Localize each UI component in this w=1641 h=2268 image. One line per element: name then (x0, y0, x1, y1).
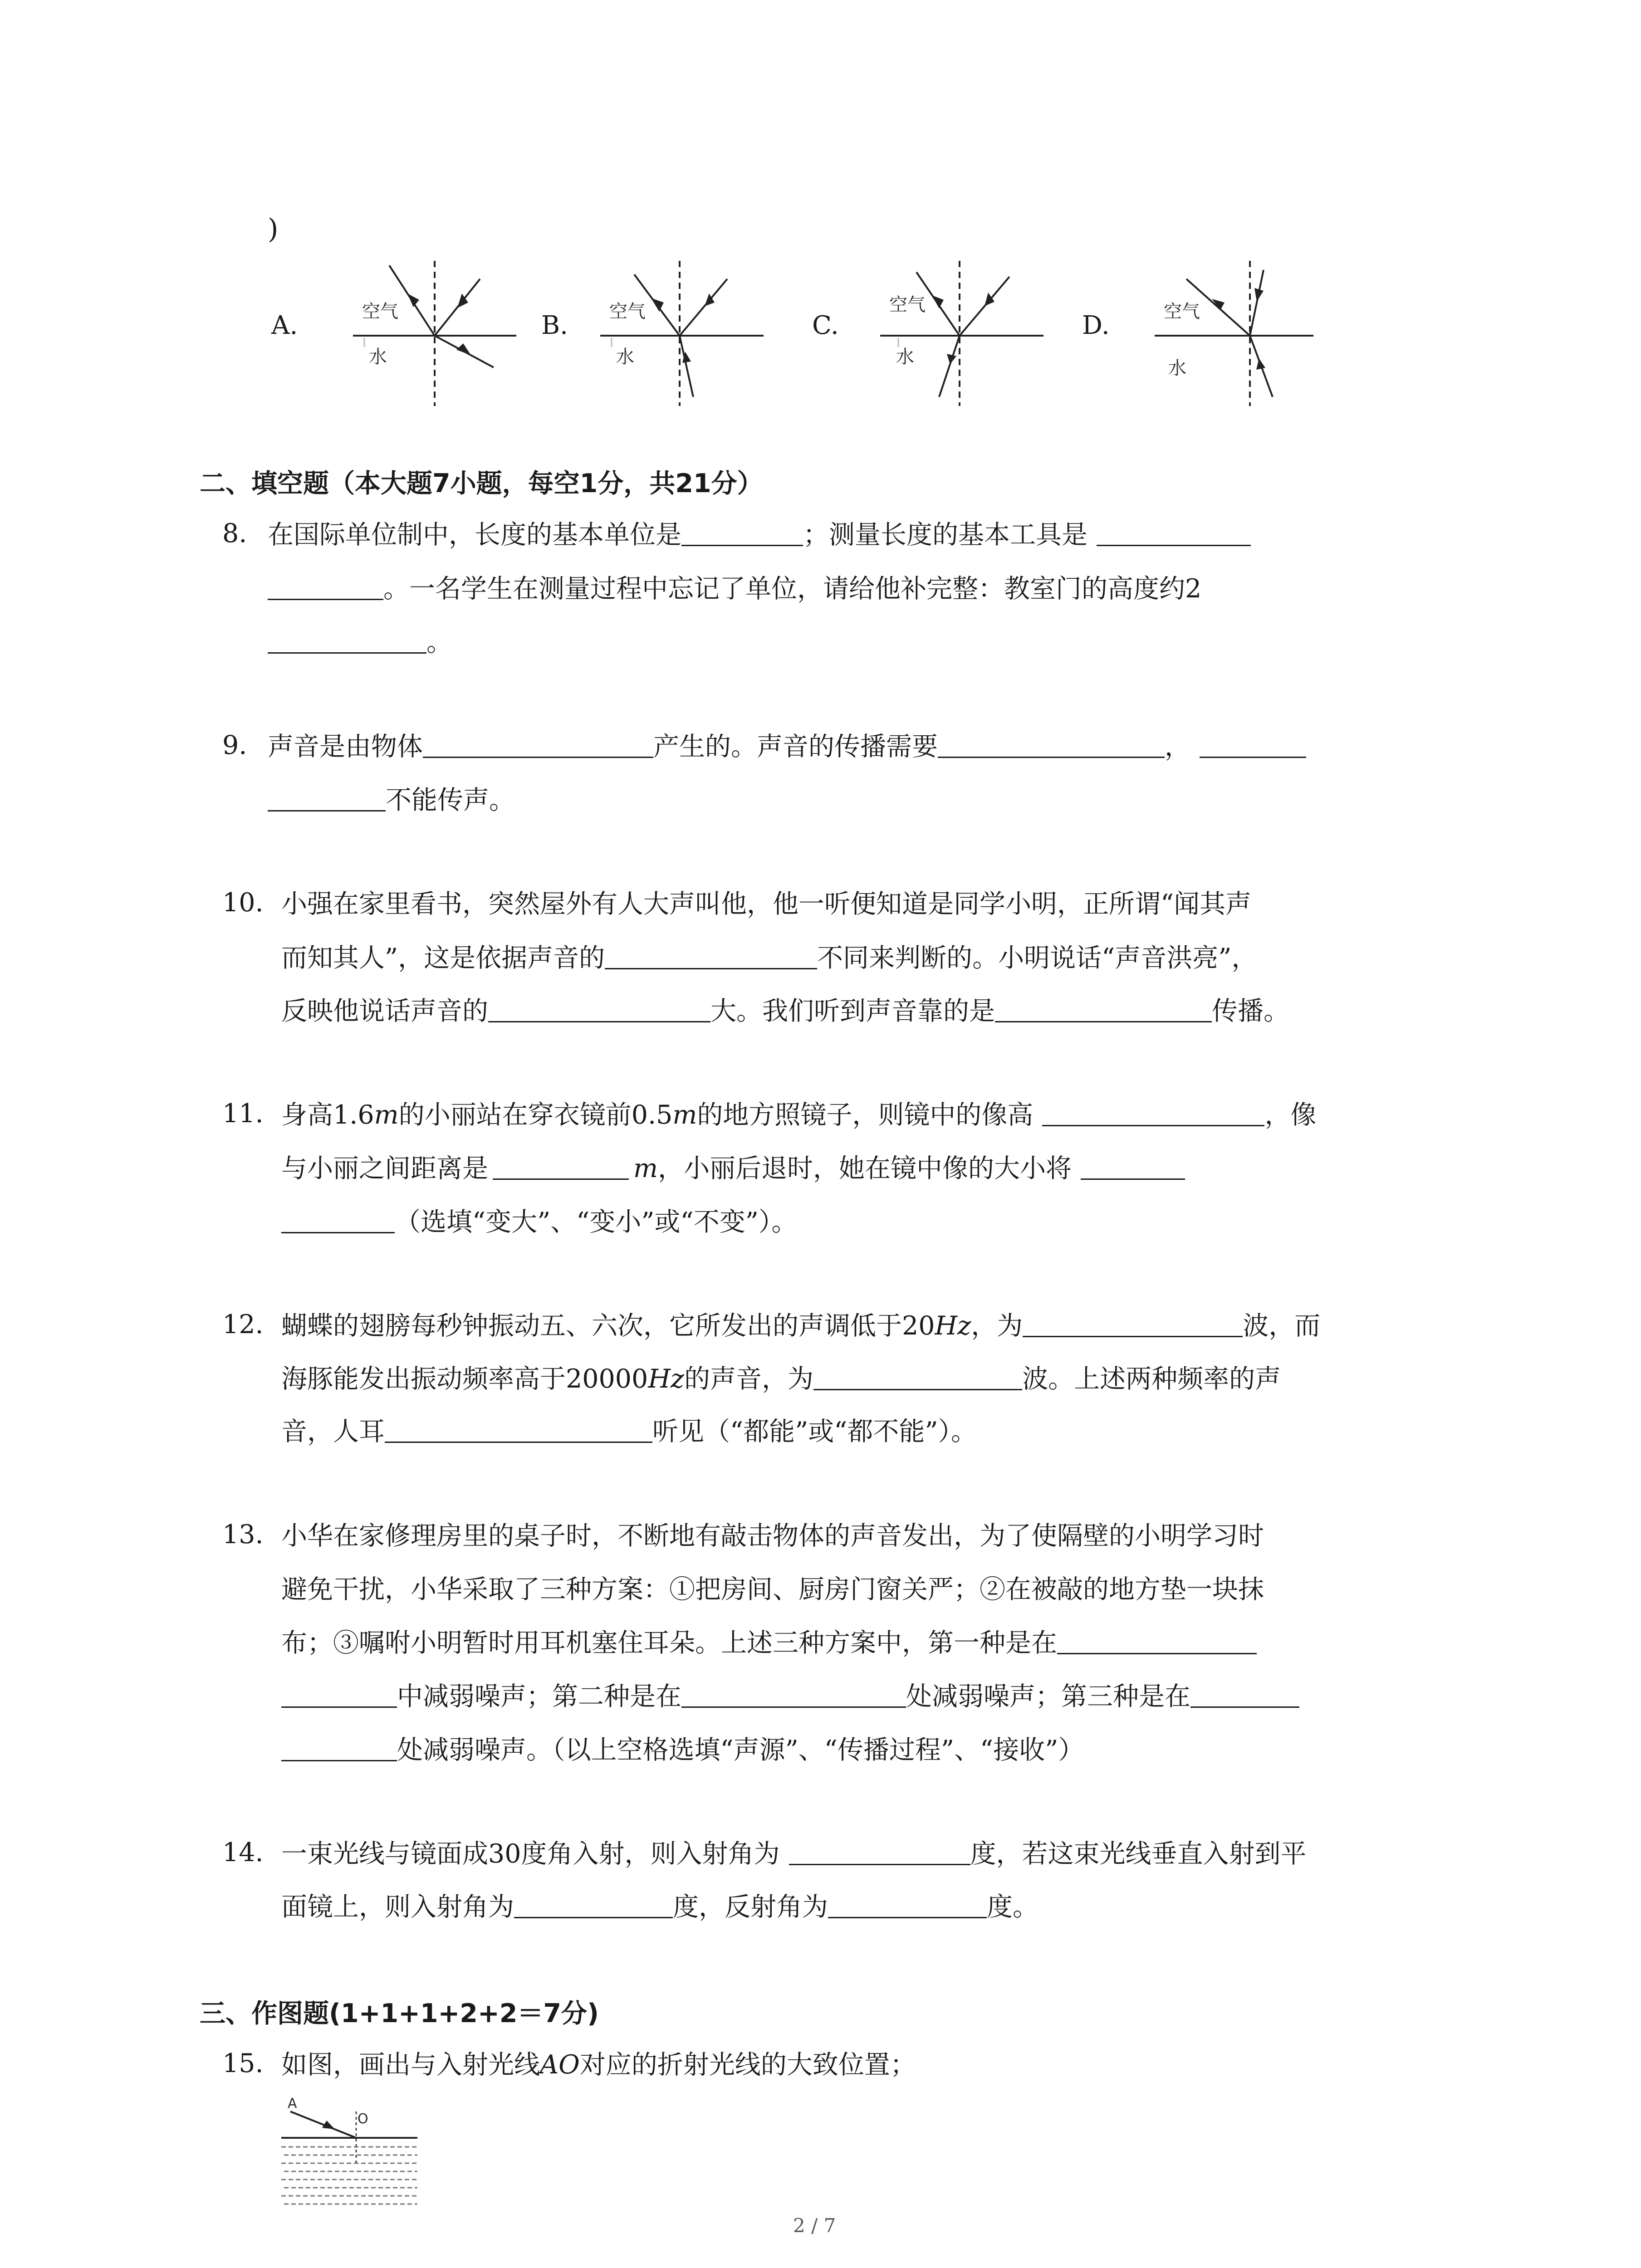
q12-blank-1[interactable] (1023, 1312, 1243, 1337)
q12-text-6: 波。上述两种频率的声 (1022, 1364, 1281, 1394)
q9-blank-3-cont[interactable] (268, 787, 386, 811)
q12-text-5: 的声音，为 (684, 1364, 814, 1394)
q8-blank-1[interactable] (681, 521, 803, 546)
q10-text-4: 反映他说话声音的 (281, 996, 488, 1026)
q9-text-4: 不能传声。 (386, 785, 515, 815)
q7-tail: ) (268, 213, 279, 245)
question-number: 10. (222, 888, 264, 918)
q15-refraction-figure[interactable] (281, 2093, 426, 2211)
q10-text-1: 小强在家里看书，突然屋外有人大声叫他，他一听便知道是同学小明，正所谓“闻其声 (281, 889, 1252, 919)
q9-text-3: ， (1165, 732, 1190, 762)
q11-text-7: （选填“变大”、“变小”或“不变”）。 (395, 1207, 798, 1237)
q13-blank-1-cont[interactable] (281, 1683, 397, 1708)
q14-text-5: 度。 (987, 1892, 1038, 1922)
q12-text-2: ，为 (971, 1311, 1023, 1341)
q9-blank-2[interactable] (938, 733, 1165, 758)
point-o-label: O (358, 2111, 368, 2127)
q11-unit-m: m (374, 1100, 399, 1130)
air-label: 空气 (1164, 301, 1200, 322)
question-number: 8. (222, 518, 247, 548)
air-label: 空气 (889, 294, 926, 315)
q15-ray-ao: AO (540, 2050, 580, 2080)
q14-blank-3[interactable] (828, 1893, 987, 1918)
q11-unit-m: m (633, 1154, 658, 1183)
question-number: 15. (222, 2048, 264, 2078)
q12-blank-2[interactable] (813, 1365, 1022, 1390)
q13-blank-1[interactable] (1057, 1629, 1257, 1654)
q8-text-1: 在国际单位制中，长度的基本单位是 (268, 520, 681, 550)
q12-text-3: 波，而 (1243, 1311, 1321, 1341)
q12-text-8: 听见（“都能”或“都不能”）。 (652, 1417, 977, 1447)
section-title-drawing: 三、作图题(1+1+1+2+2＝7分) (200, 1999, 599, 2028)
q10-blank-2[interactable] (488, 997, 710, 1022)
question-number: 14. (222, 1838, 264, 1867)
q14-blank-1[interactable] (789, 1840, 970, 1865)
q11-blank-3[interactable] (1081, 1155, 1185, 1180)
q13-text-4: 中减弱噪声；第二种是在 (397, 1681, 681, 1711)
q12-text-1: 蝴蝶的翅膀每秒钟振动五、六次，它所发出的声调低于20 (281, 1311, 935, 1341)
question-number: 12. (222, 1310, 264, 1339)
point-a-label: A (288, 2096, 297, 2112)
water-label: 水 (369, 347, 387, 367)
q14-text-3: 面镜上，则入射角为 (281, 1892, 514, 1922)
q14-text-1: 一束光线与镜面成30度角入射，则入射角为 (281, 1839, 780, 1869)
q9-blank-3[interactable] (1200, 733, 1306, 758)
q10-text-3: 不同来判断的。小明说话“声音洪亮”， (817, 943, 1258, 973)
q11-text-3: 的地方照镜子，则镜中的像高 (697, 1100, 1034, 1130)
q13-text-2: 避免干扰，小华采取了三种方案：①把房间、厨房门窗关严；②在被敲的地方垫一块抹 (281, 1574, 1264, 1604)
option-letter: A. (271, 311, 298, 340)
q14-blank-2[interactable] (514, 1893, 673, 1918)
q8-text-4: 。 (426, 627, 452, 657)
q9-blank-1[interactable] (423, 733, 653, 758)
option-letter: C. (812, 311, 839, 340)
q8-blank-2-cont[interactable] (268, 575, 383, 600)
q8-blank-2[interactable] (1097, 521, 1251, 546)
refraction-diagram-d (1123, 261, 1359, 406)
page-number: 2 / 7 (793, 2214, 836, 2237)
q10-blank-1[interactable] (605, 944, 817, 969)
q13-blank-3[interactable] (1190, 1683, 1299, 1708)
option-letter: B. (541, 311, 568, 340)
q10-text-6: 传播。 (1212, 996, 1289, 1026)
q13-text-3: 布；③嘱咐小明暂时用耳机塞住耳朵。上述三种方案中，第一种是在 (281, 1628, 1057, 1658)
q10-text-2: 而知其人”，这是依据声音的 (281, 943, 605, 973)
refraction-diagram-c (853, 261, 1089, 406)
q8-blank-3[interactable] (268, 629, 426, 654)
q12-text-4: 海豚能发出振动频率高于20000 (281, 1364, 648, 1394)
question-number: 11. (222, 1099, 264, 1129)
q15-text-1: 如图，画出与入射光线 (281, 2050, 540, 2080)
refraction-diagram-b (582, 261, 818, 406)
q11-blank-1[interactable] (1042, 1101, 1264, 1126)
q11-blank-3-cont[interactable] (281, 1208, 395, 1233)
q12-blank-3[interactable] (385, 1418, 652, 1443)
q13-blank-3-cont[interactable] (281, 1736, 397, 1761)
q12-text-7: 音，人耳 (281, 1417, 385, 1447)
water-label: 水 (1168, 358, 1186, 379)
water-label: 水 (616, 347, 634, 367)
question-number: 9. (222, 730, 247, 760)
question-number: 13. (222, 1520, 264, 1549)
refraction-diagram-a (312, 261, 548, 406)
q13-text-1: 小华在家修理房里的桌子时，不断地有敲击物体的声音发出，为了使隔壁的小明学习时 (281, 1521, 1264, 1551)
q13-text-6: 处减弱噪声。（以上空格选填“声源”、“传播过程”、“接收”） (397, 1735, 1084, 1765)
q11-text-2: 的小丽站在穿衣镜前0.5 (398, 1100, 673, 1130)
q15-text-2: 对应的折射光线的大致位置； (579, 2050, 916, 2080)
air-label: 空气 (362, 301, 398, 322)
water-label: 水 (896, 347, 914, 367)
q10-blank-3[interactable] (995, 997, 1212, 1022)
q11-text-1: 身高1.6 (281, 1100, 374, 1130)
q14-text-4: 度，反射角为 (673, 1892, 828, 1922)
q10-text-5: 大。我们听到声音靠的是 (710, 996, 995, 1026)
q12-unit-hz: Hz (648, 1364, 685, 1394)
q8-text-3: 。一名学生在测量过程中忘记了单位，请给他补完整：教室门的高度约2 (383, 574, 1202, 604)
section-title-fill-in: 二、填空题（本大题7小题，每空1分，共21分） (200, 469, 763, 499)
q11-unit-m: m (672, 1100, 697, 1130)
q11-blank-2[interactable] (493, 1155, 629, 1180)
q13-blank-2[interactable] (681, 1683, 906, 1708)
q8-text-2: ；测量长度的基本工具是 (803, 520, 1087, 550)
q13-text-5: 处减弱噪声；第三种是在 (906, 1681, 1190, 1711)
q11-text-6: ，小丽后退时，她在镜中像的大小将 (658, 1154, 1072, 1183)
option-letter: D. (1082, 311, 1110, 340)
q9-text-2: 产生的。声音的传播需要 (653, 732, 938, 762)
q12-unit-hz: Hz (935, 1311, 971, 1341)
air-label: 空气 (609, 301, 646, 322)
q9-text-1: 声音是由物体 (268, 732, 423, 762)
q11-text-4: ，像 (1264, 1100, 1317, 1130)
q14-text-2: 度，若这束光线垂直入射到平 (970, 1839, 1307, 1869)
q11-text-5: 与小丽之间距离是 (281, 1154, 488, 1183)
